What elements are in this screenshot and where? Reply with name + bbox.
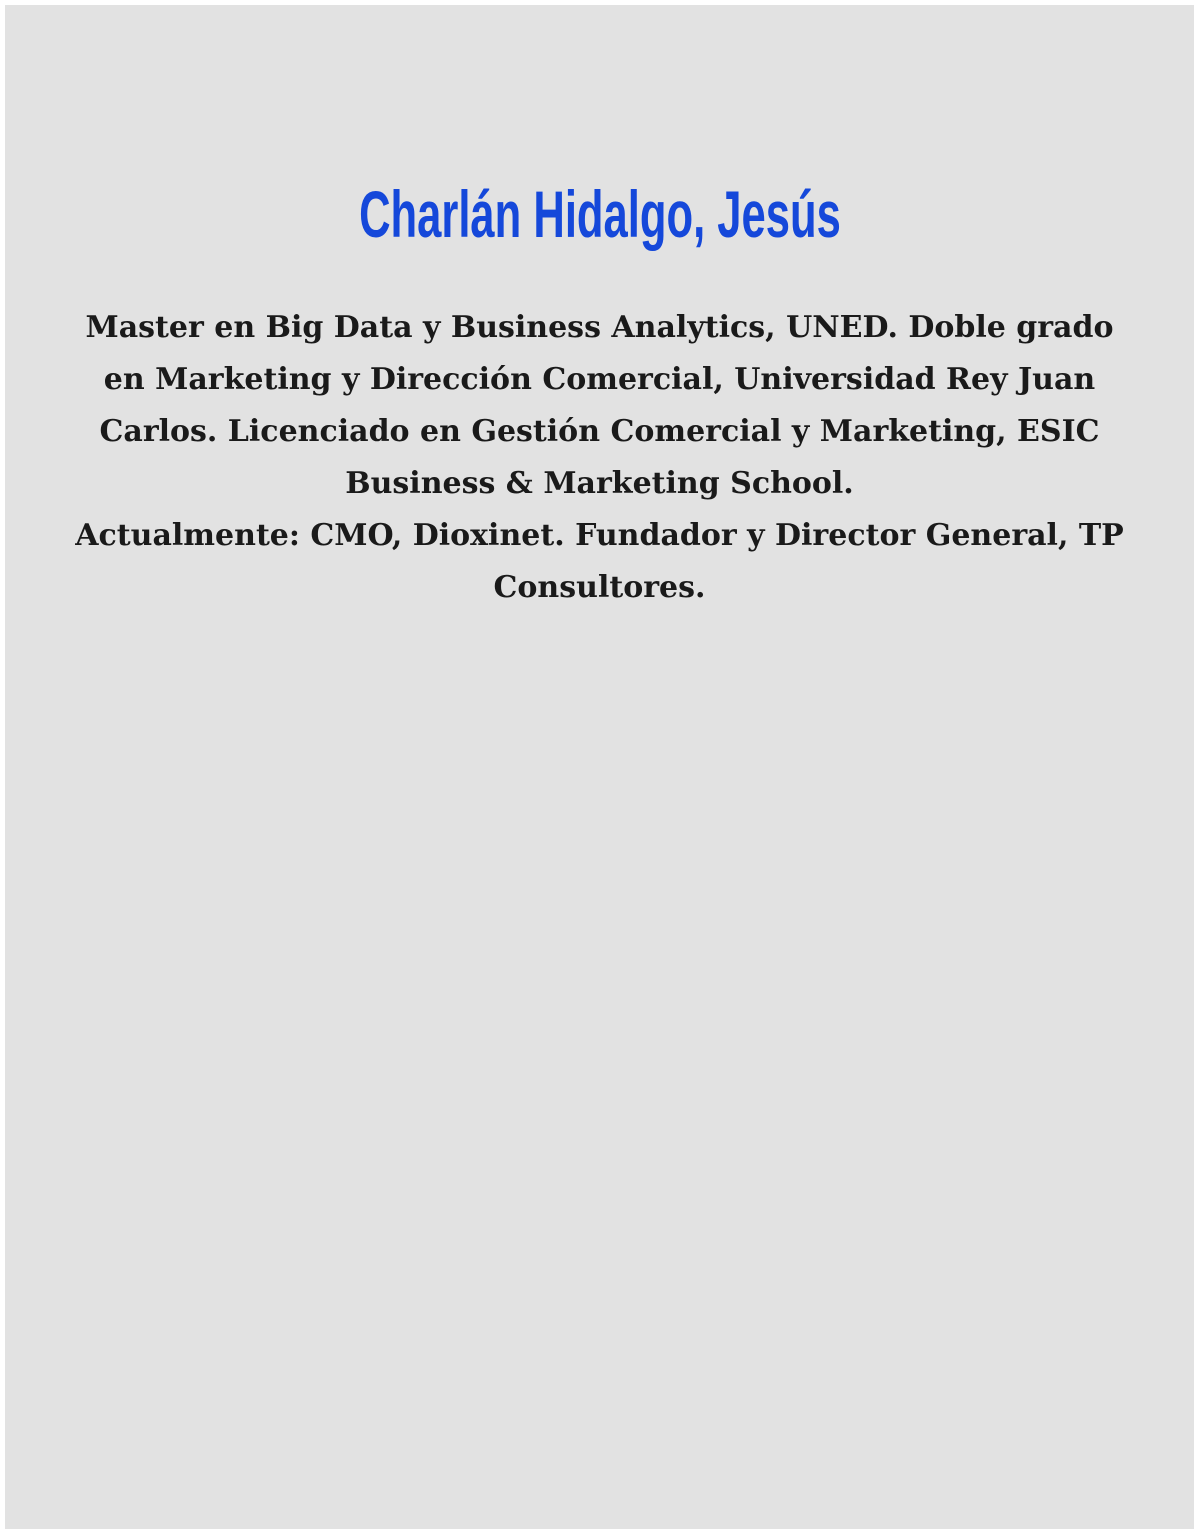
slide-page	[5, 5, 1194, 1529]
bio-line-4: Business & Marketing School.	[345, 466, 854, 501]
bio-line-2: en Marketing y Dirección Comercial, Universidad Rey Juan	[103, 362, 1096, 397]
bio-line-5: Actualmente: CMO, Dioxinet. Fundador y Director General, TP	[75, 518, 1124, 553]
page-title: Charlán Hidalgo, Jesús	[358, 177, 841, 251]
bio-line-6: Consultores.	[493, 570, 706, 605]
bio-line-3: Carlos. Licenciado en Gestión Comercial y Marketing, ESIC	[99, 414, 1100, 449]
bio-line-1: Master en Big Data y Business Analytics, UNED. Doble grado	[85, 310, 1114, 345]
title-row	[5, 177, 1194, 251]
bio-text	[5, 302, 1194, 614]
